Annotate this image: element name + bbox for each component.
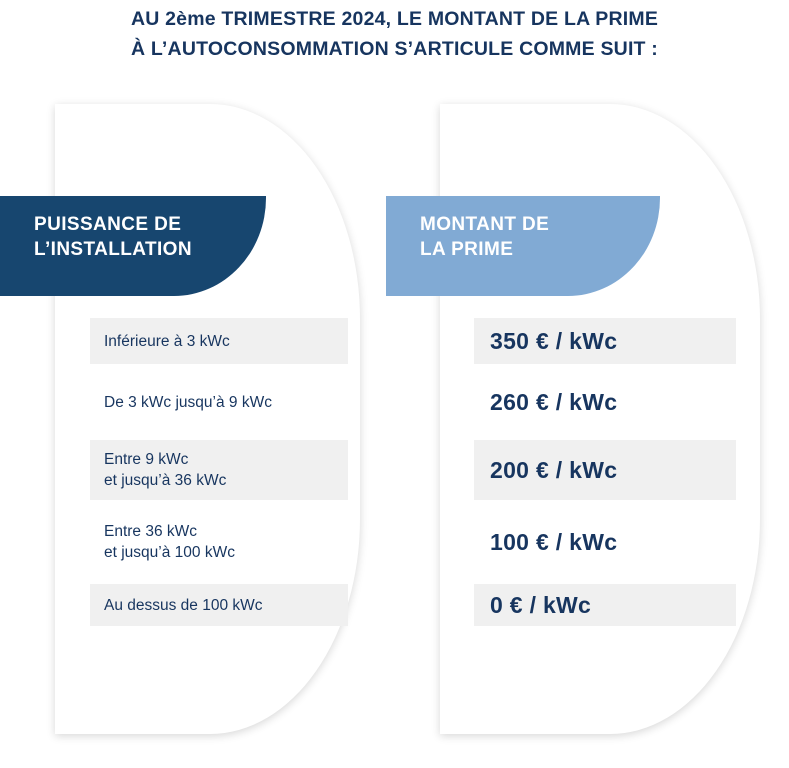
bonus-row-value: 200 € / kWc bbox=[490, 456, 618, 483]
table-row bbox=[474, 318, 736, 364]
row-spacer bbox=[474, 572, 736, 584]
power-row-label: Au dessus de 100 kWc bbox=[104, 596, 263, 614]
bonus-row-value: 100 € / kWc bbox=[490, 528, 618, 555]
row-spacer bbox=[474, 422, 736, 440]
bonus-column-header-line-1: MONTANT DE bbox=[420, 214, 550, 235]
power-row-label-second-line: et jusqu’à 100 kWc bbox=[104, 544, 235, 561]
table-row bbox=[474, 584, 736, 626]
table-row bbox=[474, 512, 736, 572]
page-title bbox=[0, 4, 789, 64]
power-row-label: Entre 9 kWc bbox=[104, 451, 189, 468]
page-title-line-1: AU 2ème TRIMESTRE 2024, LE MONTANT DE LA PRIME bbox=[130, 8, 659, 30]
power-row-label: De 3 kWc jusqu’à 9 kWc bbox=[104, 393, 272, 411]
table-row bbox=[90, 382, 348, 422]
power-row-label: Inférieure à 3 kWc bbox=[104, 332, 230, 350]
row-spacer bbox=[90, 572, 348, 584]
bonus-row-list bbox=[474, 318, 736, 626]
table-row bbox=[474, 382, 736, 422]
table-row bbox=[90, 318, 348, 364]
bonus-row-value: 350 € / kWc bbox=[490, 327, 618, 354]
row-spacer bbox=[474, 364, 736, 382]
power-column-header-line-2: L’INSTALLATION bbox=[34, 239, 192, 260]
table-row bbox=[90, 440, 348, 500]
row-spacer bbox=[90, 422, 348, 440]
power-row-label: Entre 36 kWc bbox=[104, 523, 198, 540]
power-row-label-second-line: et jusqu’à 36 kWc bbox=[104, 472, 227, 489]
table-row bbox=[90, 584, 348, 626]
table-row bbox=[474, 440, 736, 500]
table-row bbox=[90, 512, 348, 572]
power-column-header-line-1: PUISSANCE DE bbox=[34, 214, 182, 235]
power-row-list bbox=[90, 318, 348, 626]
row-spacer bbox=[474, 500, 736, 512]
bonus-column-header-line-2: LA PRIME bbox=[420, 239, 514, 260]
row-spacer bbox=[90, 500, 348, 512]
row-spacer bbox=[90, 364, 348, 382]
page-title-line-2: À L’AUTOCONSOMMATION S’ARTICULE COMME SUIT : bbox=[131, 38, 658, 60]
bonus-row-value: 0 € / kWc bbox=[490, 591, 592, 618]
bonus-row-value: 260 € / kWc bbox=[490, 388, 618, 415]
